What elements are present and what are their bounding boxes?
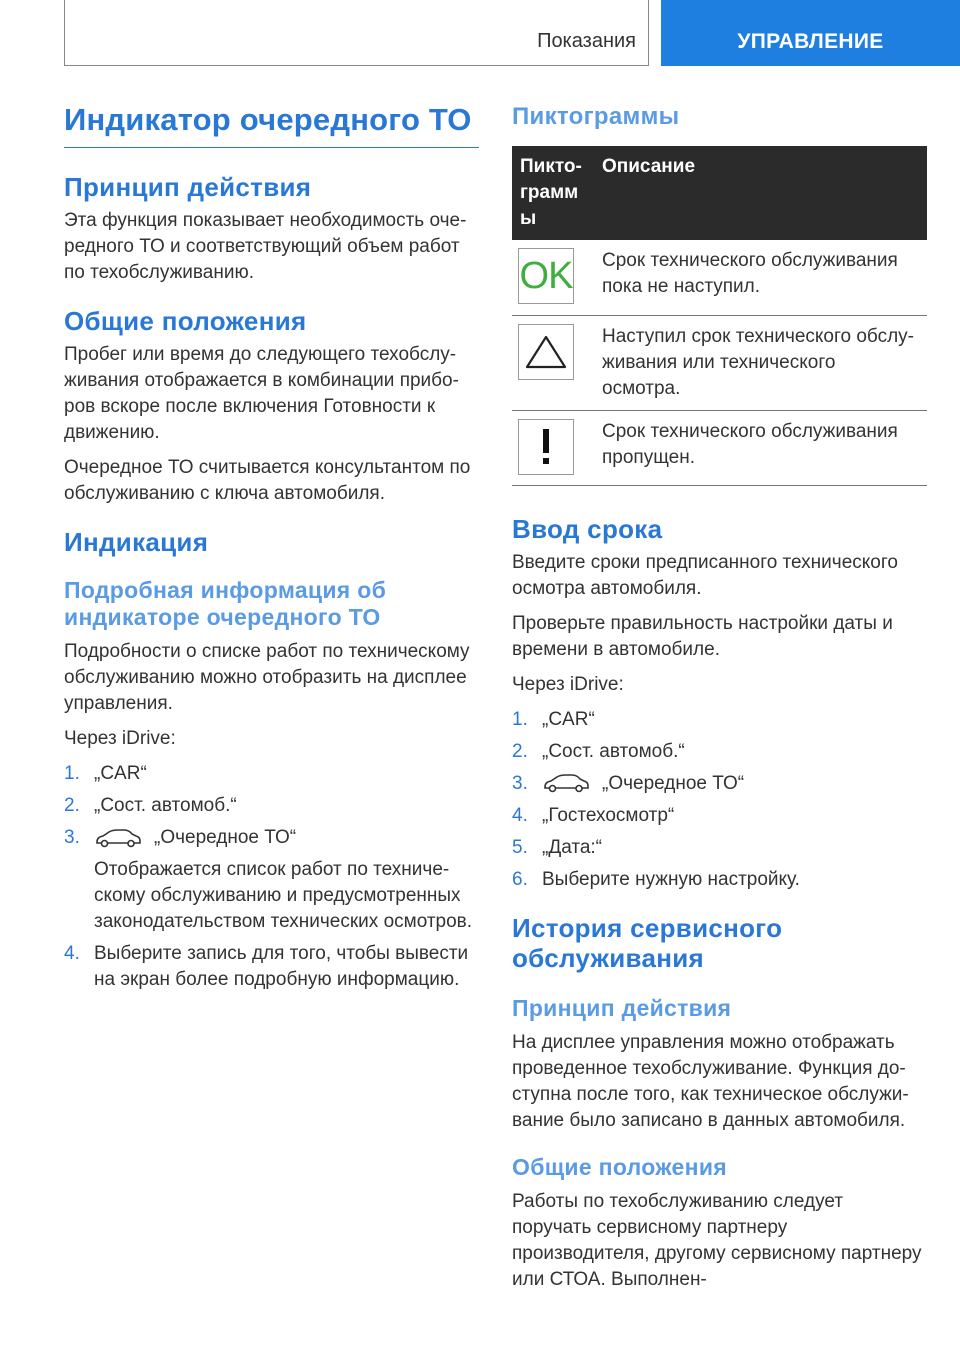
page-title: Индикатор очередного ТО [64, 100, 479, 148]
table-header-description: Описание [594, 146, 927, 240]
history-general-text: Работы по техобслуживанию следует поручать сервисному партнеру производителя, другому сервисному партнеру или СТОА. Выполнен- [512, 1190, 922, 1290]
table-cell-description: Срок технического обслуживания пока не наступил. [594, 240, 927, 315]
date-input-text-2: Проверьте правильность настройки даты и времени в автомобиле. [512, 612, 893, 660]
exclamation-icon [518, 419, 574, 475]
display-text: Подробности о списке работ по техническому обслуживанию можно отобразить на дисплее управления. [64, 641, 470, 714]
car-icon [542, 772, 590, 794]
general-heading: Общие положения [64, 306, 307, 336]
right-column [512, 100, 927, 1302]
general-text-1: Пробег или время до следующего техобслу-живания отображается в комбинации прибо-ров вскоре после включения Готовности к движению. [64, 344, 459, 443]
list-item: 1. „CAR“ [64, 763, 147, 784]
header-chapter-label: УПРАВЛЕНИЕ [737, 30, 884, 53]
left-column [64, 100, 479, 999]
date-input-via: Через iDrive: [512, 673, 624, 695]
list-item: 1. „CAR“ [512, 708, 595, 730]
ok-icon: OK [518, 248, 574, 304]
table-header-row [512, 146, 927, 240]
table-row [512, 410, 927, 485]
list-item: 4. Выберите запись для того, чтобы вывести на экран более подробную информацию. [64, 943, 469, 990]
header-section-label: Показания [537, 30, 636, 52]
history-general-heading: Общие положения [512, 1153, 727, 1180]
table-header-pictogram: Пикто-грамм ы [512, 146, 594, 240]
list-item: 2. „Сост. автомоб.“ [64, 795, 237, 816]
display-via: Через iDrive: [64, 728, 176, 749]
principle-heading: Принцип действия [64, 172, 312, 202]
table-row [512, 240, 927, 315]
display-heading: Индикация [64, 527, 209, 557]
display-subheading: Подробная информация об индикаторе очередного ТО [64, 577, 387, 630]
pictograms-heading: Пиктограммы [512, 103, 680, 130]
display-steps-list [64, 761, 479, 993]
list-item: 3. „Очередное ТО“ [512, 772, 745, 794]
pictogram-table [512, 146, 927, 486]
list-item: 3. „Очередное ТО“ Отображается список работ по техниче-скому обслуживанию и предусмотренных законодательством технических осмотров. [64, 827, 473, 932]
history-principle-heading: Принцип действия [512, 994, 732, 1021]
list-item: 5. „Дата:“ [512, 836, 603, 858]
header-section-tab [64, 0, 649, 66]
car-icon [94, 827, 142, 849]
warning-triangle-icon [518, 324, 574, 380]
list-item: 2. „Сост. автомоб.“ [512, 740, 685, 762]
table-row [512, 315, 927, 410]
table-cell-description: Срок технического обслуживания пропущен. [594, 410, 927, 485]
history-principle-text: На дисплее управления можно отображать проведенное техобслуживание. Функция до-ступна после того, как техническое обслужи-вание было записано в данных автомобиля. [512, 1031, 909, 1131]
date-input-text-1: Введите сроки предписанного технического осмотра автомобиля. [512, 551, 898, 599]
general-text-2: Очередное ТО считывается консультантом по обслуживанию с ключа автомобиля. [64, 457, 471, 504]
date-input-heading: Ввод срока [512, 513, 663, 544]
table-cell-description: Наступил срок технического обслу-живания или технического осмотра. [594, 315, 927, 410]
header-chapter-tab [661, 0, 960, 66]
list-item: 4. „Гостехосмотр“ [512, 804, 675, 826]
list-item: 6. Выберите нужную настройку. [512, 868, 800, 890]
principle-text: Эта функция показывает необходимость оче-редного ТО и соответствующий объем работ по техобслуживанию. [64, 210, 467, 283]
history-heading: История сервисного обслуживания [512, 912, 783, 973]
date-input-steps-list [512, 707, 927, 893]
